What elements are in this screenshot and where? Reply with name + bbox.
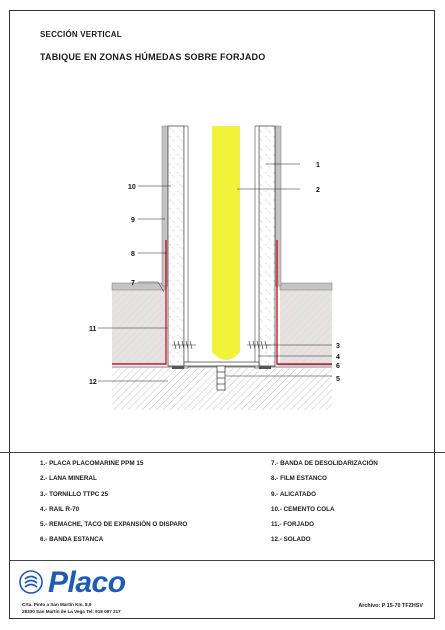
- legend-item-4: 4.- RAIL R-70: [40, 505, 80, 513]
- legend-item-1: 1.- PLACA PLACOMARINE PPM 15: [40, 460, 144, 467]
- banda-estanca-left: [172, 366, 184, 369]
- rail-r70: [184, 362, 259, 366]
- legend-item-12: 12.- SOLADO: [271, 536, 311, 544]
- legend-item-8: 8.- FILM ESTANCO: [271, 475, 327, 483]
- legend-item-11: 11.- FORJADO: [271, 521, 315, 529]
- banda-estanca-right: [259, 366, 271, 369]
- legend-item-2: 2.- LANA MINERAL: [40, 475, 97, 483]
- legend-item-7: 7.- BANDA DE DESOLIDARIZACIÓN: [271, 460, 378, 467]
- legend-item-3: 3.- TORNILLO TTPC 25: [40, 490, 109, 498]
- section-label: SECCIÓN VERTICAL: [40, 30, 122, 39]
- legend-item-6: 6.- BANDA ESTANCA: [40, 536, 104, 544]
- callout-9: 9: [131, 217, 135, 224]
- alicatado-left: [162, 126, 168, 286]
- placo-logo-icon: [18, 569, 44, 595]
- solado-right: [280, 283, 332, 290]
- legend-right: [271, 460, 378, 552]
- callout-7: 7: [131, 280, 135, 287]
- archive-code: Archivo: P 15-70 TFZHSV: [358, 603, 423, 609]
- remache: [217, 366, 225, 390]
- stud-left: [184, 126, 188, 368]
- placa-left: [168, 126, 184, 366]
- legend-left: [40, 460, 187, 552]
- placa-right: [259, 126, 275, 366]
- legend-item-9: 9.- ALICATADO: [271, 490, 317, 498]
- callout-1: 1: [316, 162, 320, 169]
- callout-12: 12: [89, 379, 97, 386]
- alicatado-right: [275, 126, 281, 286]
- callout-2: 2: [316, 187, 320, 194]
- footer-top-rule: [10, 560, 434, 561]
- callout-4: 4: [336, 354, 340, 361]
- callout-8: 8: [131, 251, 135, 258]
- callout-3: 3: [336, 343, 340, 350]
- legend-top-rule: [0, 452, 445, 453]
- lana-mineral: [212, 126, 240, 360]
- forjado-slab-right: [280, 288, 332, 364]
- address-line-1: Crta. Pinto a San Martín Km. 8,9: [22, 602, 92, 607]
- callout-5: 5: [336, 376, 340, 383]
- brand-logo-text: Placo: [48, 566, 126, 599]
- stud-right: [255, 126, 259, 368]
- callout-6: 6: [336, 363, 340, 370]
- callout-11: 11: [89, 326, 97, 333]
- address-line-2: 28330 San Martín de La Vega Tel: 918 087 217: [22, 609, 121, 614]
- drawing-title: TABIQUE EN ZONAS HÚMEDAS SOBRE FORJADO: [40, 52, 266, 62]
- legend-item-5: 5.- REMACHE, TACO DE EXPANSIÓN O DISPARO: [40, 521, 188, 529]
- legend-item-10: 10.- CEMENTO COLA: [271, 505, 335, 513]
- forjado-slab-left: [112, 288, 165, 364]
- callout-10: 10: [128, 184, 136, 191]
- solado-left: [112, 283, 165, 290]
